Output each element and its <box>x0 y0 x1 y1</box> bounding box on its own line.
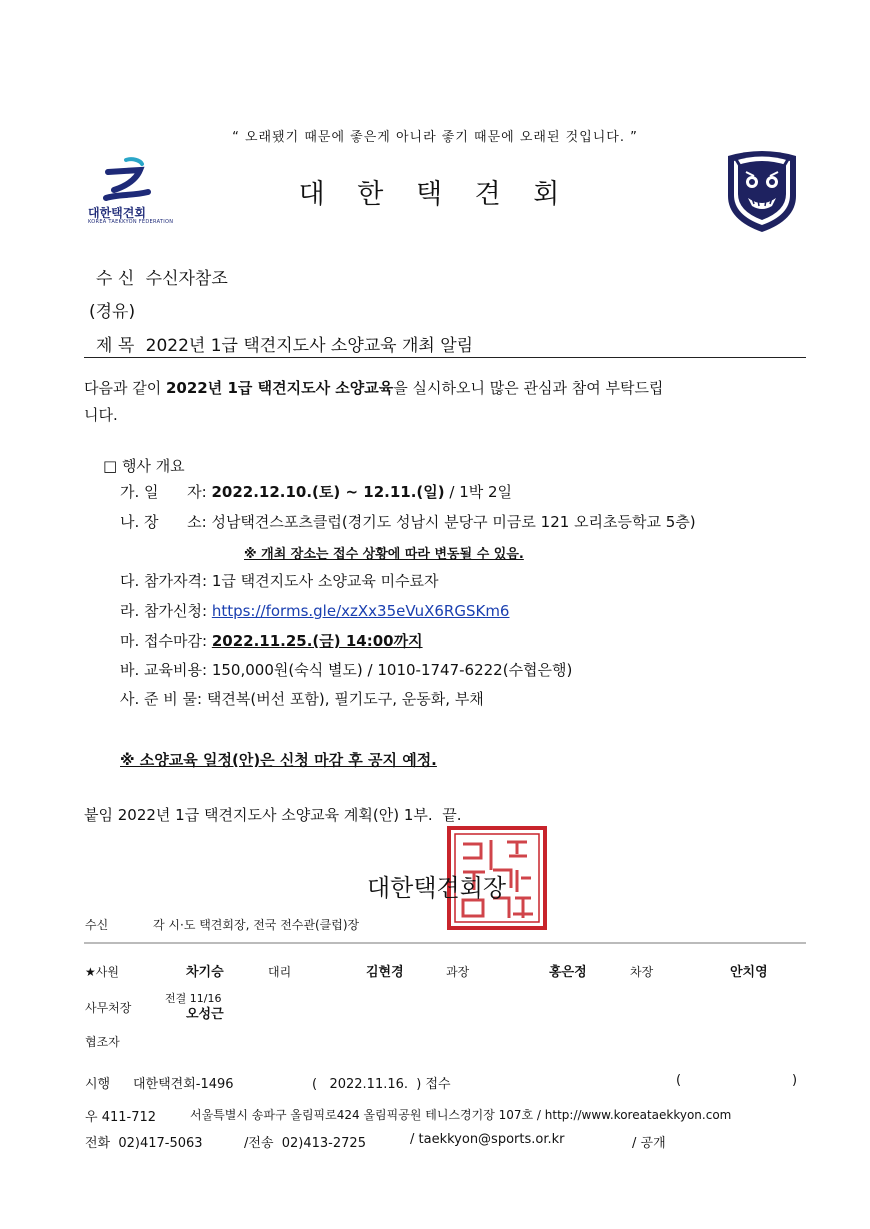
qual-label: 다. 참가자격: <box>120 572 208 590</box>
item-prep <box>120 688 484 709</box>
approval-name-1: 차기승 <box>186 965 224 980</box>
apply-link[interactable]: https://forms.gle/xzXx35eVuX6RGSKm6 <box>211 602 510 620</box>
item-deadline <box>120 630 423 651</box>
item-apply <box>120 600 509 621</box>
motto: “ 오래됐기 때문에 좋은게 아니라 좋기 때문에 오래된 것입니다. ” <box>232 130 638 145</box>
place-label: 나. 장 소: <box>120 513 207 531</box>
via-line: (경유) <box>89 302 136 322</box>
approval-delegation-note: 전결 11/16 <box>165 992 222 1005</box>
email: / taekkyon@sports.or.kr <box>410 1132 565 1147</box>
fee-label: 바. 교육비용: <box>120 661 208 679</box>
date-rest: / 1박 2일 <box>444 483 513 501</box>
intro-post: 을 실시하오니 많은 관심과 참여 부탁드립 <box>393 379 664 397</box>
intro-pre: 다음과 같이 <box>84 379 166 397</box>
approval-role-director: 사무처장 <box>85 1001 132 1015</box>
approval-role-cooperator: 협조자 <box>85 1035 120 1049</box>
item-date <box>120 481 512 502</box>
fee-value: 150,000원(숙식 별도) / 1010-1747-6222(수협은행) <box>211 661 573 679</box>
deadline-value: 2022.11.25.(금) 14:00까지 <box>211 632 423 650</box>
intro-line2: 니다. <box>84 406 118 424</box>
recipient-label: 수 신 <box>96 269 135 289</box>
approval-name-3: 홍은정 <box>549 965 587 980</box>
apply-label: 라. 참가신청: <box>120 602 208 620</box>
org-title: 대 한 택 견 회 <box>298 179 572 210</box>
logo-text: 대한택견회 <box>88 206 146 220</box>
qual-value: 1급 택견지도사 소양교육 미수료자 <box>211 572 439 590</box>
subject-label: 제 목 <box>96 336 135 356</box>
date-value: 2022.12.10.(토) ~ 12.11.(일) <box>211 483 445 501</box>
logo-subtext: KOREA TAEKKYON FEDERATION <box>88 219 174 225</box>
approval-divider <box>84 942 806 944</box>
distribution-value: 각 시·도 택견회장, 전국 전수관(클럽)장 <box>153 918 360 932</box>
approval-role-4: 차장 <box>630 965 654 979</box>
intro-line1 <box>84 377 663 398</box>
subject-line <box>96 331 473 356</box>
disclosure: / 공개 <box>632 1136 666 1151</box>
prep-value: 택견복(버선 포함), 필기도구, 운동화, 부채 <box>206 690 484 708</box>
exec-label: 시행 <box>85 1077 111 1092</box>
intro-bold: 2022년 1급 택견지도사 소양교육 <box>166 379 394 397</box>
place-note: ※ 개최 장소는 접수 상황에 따라 변동될 수 있음. <box>244 547 524 562</box>
attachment: 붙임 2022년 1급 택견지도사 소양교육 계획(안) 1부. 끝. <box>84 806 462 824</box>
approval-name-director: 오성근 <box>186 1007 224 1022</box>
dokkaebi-emblem-icon <box>722 148 802 234</box>
zip-code: 우 411-712 <box>85 1110 157 1125</box>
address: 서울특별시 송파구 올림픽로424 올림픽공원 테니스경기장 107호 / http://www.koreataekkyon.com <box>190 1108 732 1122</box>
distribution-label: 수신 <box>85 918 109 932</box>
item-fee <box>120 659 572 680</box>
recipient-line <box>96 264 228 289</box>
recipient-value: 수신자참조 <box>145 269 228 289</box>
receipt-paren-open: ( <box>676 1073 682 1088</box>
schedule-note: ※ 소양교육 일정(안)은 신청 마감 후 공지 예정. <box>120 751 437 769</box>
item-place <box>120 511 696 532</box>
approval-role-2: 대리 <box>268 965 292 979</box>
signature-title: 대한택견회장 <box>367 874 507 902</box>
deadline-label: 마. 접수마감: <box>120 632 208 650</box>
approval-name-2: 김현경 <box>366 965 404 980</box>
approval-name-4: 안치영 <box>730 965 768 980</box>
place-value: 성남택견스포츠클럽(경기도 성남시 분당구 미금로 121 오리초등학교 5층) <box>211 513 696 531</box>
prep-label: 사. 준 비 물: <box>120 690 203 708</box>
receipt-paren-close: ) <box>792 1073 798 1088</box>
item-qualification <box>120 570 439 591</box>
approval-role-1: ★사원 <box>85 965 119 979</box>
header-divider <box>84 357 806 358</box>
tel: 전화 02)417-5063 <box>85 1136 203 1151</box>
exec-value: 대한택견회-1496 <box>133 1077 234 1092</box>
approval-role-3: 과장 <box>446 965 470 979</box>
date-label: 가. 일 자: <box>120 483 207 501</box>
subject-value: 2022년 1급 택견지도사 소양교육 개최 알림 <box>145 336 474 356</box>
fax: /전송 02)413-2725 <box>244 1136 366 1151</box>
section-title: □ 행사 개요 <box>103 457 185 475</box>
exec-date: ( 2022.11.16. ) 접수 <box>312 1077 451 1092</box>
